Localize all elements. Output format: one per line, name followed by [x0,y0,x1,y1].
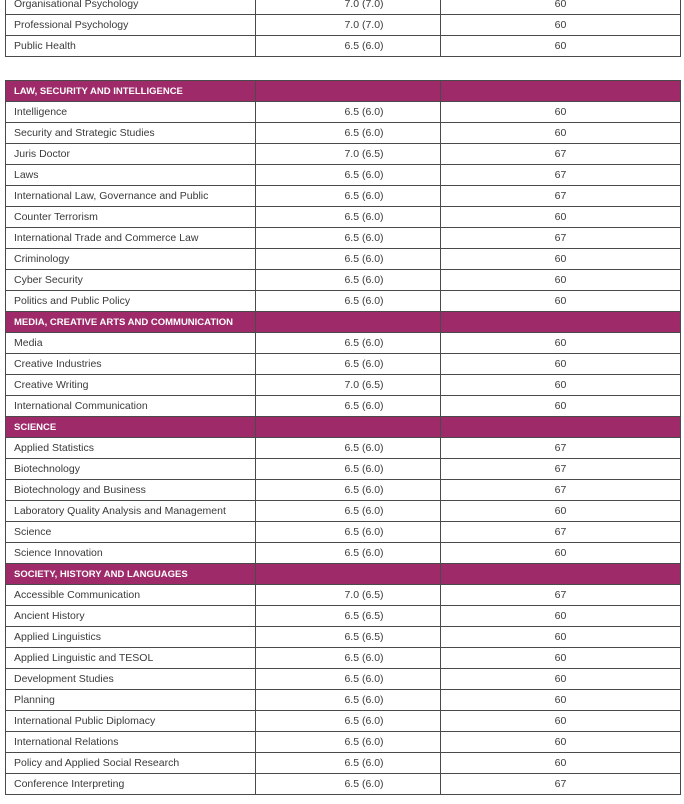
course-name-cell: Media [6,333,256,354]
section-header-empty-cell [441,312,681,333]
ielts-score-cell: 6.5 (6.0) [256,669,441,690]
course-name-cell: Criminology [6,249,256,270]
pte-score-cell: 60 [441,123,681,144]
course-name-cell: Accessible Communication [6,585,256,606]
pte-score-cell: 60 [441,501,681,522]
table-row [6,291,681,312]
pte-score-cell: 60 [441,354,681,375]
requirements-table-main [5,80,681,795]
ielts-score-cell: 6.5 (6.0) [256,501,441,522]
pte-score-cell: 60 [441,753,681,774]
pte-score-cell: 67 [441,585,681,606]
ielts-score-cell: 6.5 (6.0) [256,480,441,501]
pte-score-cell: 60 [441,333,681,354]
course-name-cell: Cyber Security [6,270,256,291]
table-row [6,585,681,606]
table-row [6,543,681,564]
ielts-score-cell: 6.5 (6.0) [256,36,441,57]
course-name-cell: Security and Strategic Studies [6,123,256,144]
course-name-cell: Biotechnology and Business [6,480,256,501]
ielts-score-cell: 6.5 (6.0) [256,333,441,354]
course-name-cell: Development Studies [6,669,256,690]
course-name-cell: Creative Industries [6,354,256,375]
ielts-score-cell: 7.0 (6.5) [256,375,441,396]
pte-score-cell: 67 [441,438,681,459]
pte-score-cell: 60 [441,0,681,15]
section-header-row [6,564,681,585]
section-header-empty-cell [256,417,441,438]
table-row [6,396,681,417]
course-name-cell: International Law, Governance and Public [6,186,256,207]
section-header-empty-cell [256,81,441,102]
table-row [6,648,681,669]
table-row [6,480,681,501]
ielts-score-cell: 6.5 (6.0) [256,522,441,543]
pte-score-cell: 60 [441,711,681,732]
course-name-cell: Biotechnology [6,459,256,480]
ielts-score-cell: 6.5 (6.0) [256,459,441,480]
table-row [6,669,681,690]
section-header-row [6,417,681,438]
ielts-score-cell: 6.5 (6.5) [256,627,441,648]
table-row [6,375,681,396]
section-header-empty-cell [256,564,441,585]
table-row [6,270,681,291]
pte-score-cell: 67 [441,165,681,186]
pte-score-cell: 60 [441,102,681,123]
section-header-empty-cell [256,312,441,333]
section-title: SCIENCE [6,417,256,438]
pte-score-cell: 67 [441,480,681,501]
pte-score-cell: 60 [441,270,681,291]
course-name-cell: Planning [6,690,256,711]
section-header-empty-cell [441,81,681,102]
course-name-cell: International Relations [6,732,256,753]
course-name-cell: Applied Statistics [6,438,256,459]
pte-score-cell: 67 [441,774,681,795]
course-name-cell: Conference Interpreting [6,774,256,795]
course-name-cell: Intelligence [6,102,256,123]
ielts-score-cell: 6.5 (6.0) [256,690,441,711]
table-row [6,228,681,249]
course-name-cell: International Trade and Commerce Law [6,228,256,249]
course-name-cell: Organisational Psychology [6,0,256,15]
ielts-score-cell: 7.0 (6.5) [256,585,441,606]
table-row [6,732,681,753]
pte-score-cell: 60 [441,669,681,690]
pte-score-cell: 60 [441,15,681,36]
section-title: MEDIA, CREATIVE ARTS AND COMMUNICATION [6,312,256,333]
course-name-cell: Counter Terrorism [6,207,256,228]
table-row [6,627,681,648]
course-name-cell: Politics and Public Policy [6,291,256,312]
ielts-score-cell: 6.5 (6.0) [256,396,441,417]
course-name-cell: International Public Diplomacy [6,711,256,732]
section-title: SOCIETY, HISTORY AND LANGUAGES [6,564,256,585]
ielts-score-cell: 6.5 (6.0) [256,543,441,564]
section-header-empty-cell [441,417,681,438]
table-row [6,774,681,795]
pte-score-cell: 60 [441,690,681,711]
ielts-score-cell: 6.5 (6.0) [256,732,441,753]
section-header-empty-cell [441,564,681,585]
pte-score-cell: 67 [441,459,681,480]
table-row [6,522,681,543]
table-row [6,753,681,774]
table-row [6,123,681,144]
table-row [6,333,681,354]
pte-score-cell: 60 [441,396,681,417]
ielts-score-cell: 6.5 (6.0) [256,291,441,312]
table-row [6,186,681,207]
table-row [6,711,681,732]
ielts-score-cell: 6.5 (6.0) [256,711,441,732]
ielts-score-cell: 6.5 (6.0) [256,165,441,186]
pte-score-cell: 60 [441,543,681,564]
ielts-score-cell: 6.5 (6.0) [256,270,441,291]
pte-score-cell: 60 [441,375,681,396]
course-name-cell: Professional Psychology [6,15,256,36]
ielts-score-cell: 6.5 (6.5) [256,606,441,627]
ielts-score-cell: 6.5 (6.0) [256,354,441,375]
course-name-cell: Juris Doctor [6,144,256,165]
table-row [6,690,681,711]
ielts-score-cell: 6.5 (6.0) [256,186,441,207]
section-header-row [6,81,681,102]
course-name-cell: Science [6,522,256,543]
ielts-score-cell: 6.5 (6.0) [256,753,441,774]
course-name-cell: Ancient History [6,606,256,627]
ielts-score-cell: 6.5 (6.0) [256,102,441,123]
pte-score-cell: 60 [441,291,681,312]
pte-score-cell: 60 [441,207,681,228]
course-name-cell: Laboratory Quality Analysis and Management [6,501,256,522]
ielts-score-cell: 7.0 (6.5) [256,144,441,165]
table-row [6,144,681,165]
course-name-cell: Creative Writing [6,375,256,396]
table-row [6,354,681,375]
pte-score-cell: 67 [441,186,681,207]
pte-score-cell: 67 [441,144,681,165]
table-row [6,15,681,36]
pte-score-cell: 67 [441,228,681,249]
table-row [6,459,681,480]
ielts-score-cell: 6.5 (6.0) [256,228,441,249]
table-row [6,438,681,459]
course-name-cell: International Communication [6,396,256,417]
course-name-cell: Applied Linguistics [6,627,256,648]
table-row [6,606,681,627]
course-name-cell: Science Innovation [6,543,256,564]
ielts-score-cell: 6.5 (6.0) [256,774,441,795]
course-name-cell: Public Health [6,36,256,57]
pte-score-cell: 60 [441,249,681,270]
pte-score-cell: 60 [441,606,681,627]
ielts-score-cell: 7.0 (7.0) [256,0,441,15]
ielts-score-cell: 6.5 (6.0) [256,249,441,270]
table-row [6,249,681,270]
pte-score-cell: 67 [441,522,681,543]
table-row [6,0,681,15]
table-row [6,36,681,57]
ielts-score-cell: 6.5 (6.0) [256,123,441,144]
section-header-row [6,312,681,333]
course-name-cell: Applied Linguistic and TESOL [6,648,256,669]
table-row [6,501,681,522]
course-name-cell: Laws [6,165,256,186]
pte-score-cell: 60 [441,648,681,669]
pte-score-cell: 60 [441,36,681,57]
course-name-cell: Policy and Applied Social Research [6,753,256,774]
ielts-score-cell: 6.5 (6.0) [256,207,441,228]
ielts-score-cell: 6.5 (6.0) [256,438,441,459]
requirements-table-top [5,0,681,57]
pte-score-cell: 60 [441,627,681,648]
ielts-score-cell: 7.0 (7.0) [256,15,441,36]
table-row [6,102,681,123]
ielts-score-cell: 6.5 (6.0) [256,648,441,669]
section-title: LAW, SECURITY AND INTELLIGENCE [6,81,256,102]
table-row [6,165,681,186]
table-row [6,207,681,228]
pte-score-cell: 60 [441,732,681,753]
